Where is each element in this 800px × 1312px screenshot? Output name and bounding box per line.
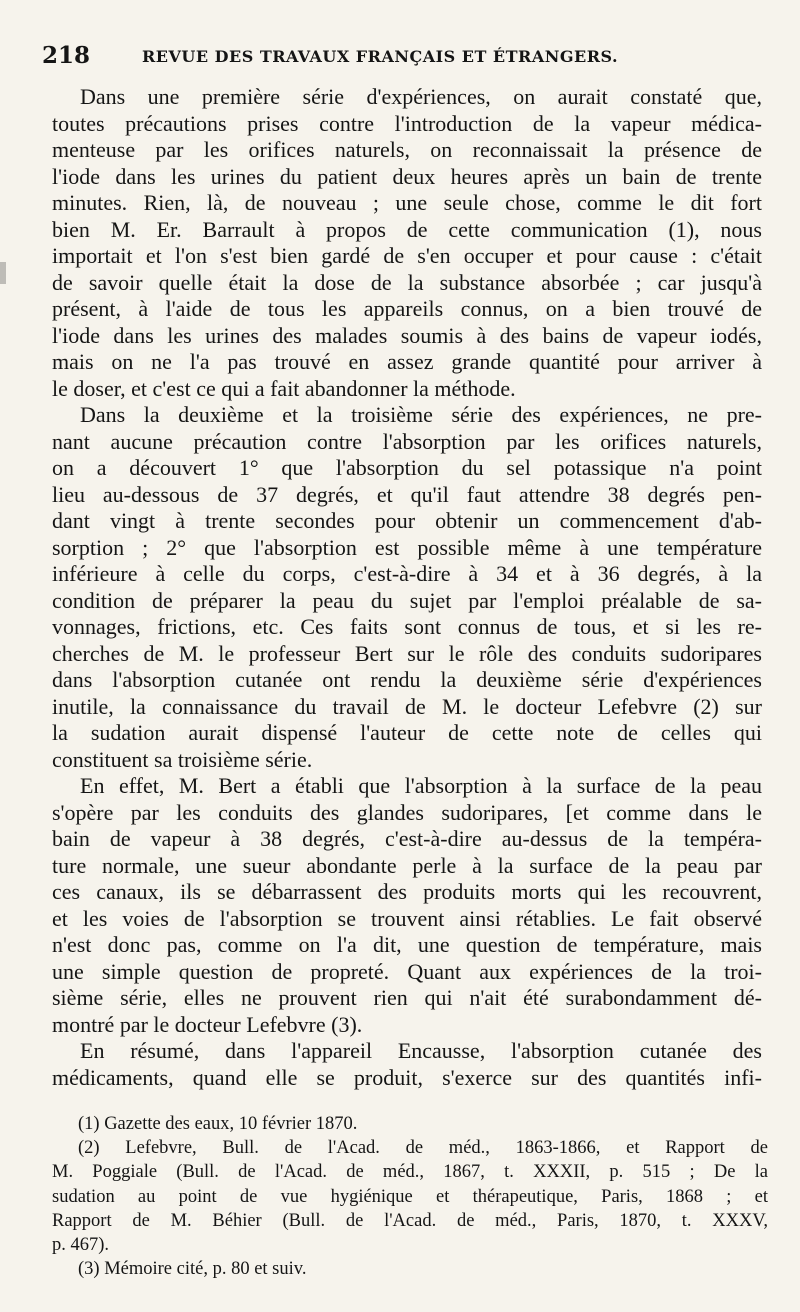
text-line: le doser, et c'est ce qui a fait abandonner la méthode. [52,375,516,401]
text-line: l'iode dans les urines du patient deux heures après un bain de trente [52,163,762,189]
footnote-line: (2) Lefebvre, Bull. de l'Acad. de méd., 1863-1866, et Rapport de [78,1138,768,1159]
text-line: et les voies de l'absorption se trouvent ainsi rétablies. Le fait observé [52,905,762,931]
text-line: Dans une première série d'expériences, on aurait constaté que, [80,84,762,109]
footnote-line: sudation au point de vue hygiénique et thérapeutique, Paris, 1868 ; et [52,1186,768,1207]
footnotes [52,1112,768,1281]
text-line: inutile, la connaissance du travail de M. le docteur Lefebvre (2) sur [52,693,762,719]
body-text [52,84,762,1091]
footnote-line: (3) Mémoire cité, p. 80 et suiv. [78,1259,307,1280]
text-line: bien M. Er. Barrault à propos de cette communication (1), nous [52,216,762,242]
text-line: n'est donc pas, comme on l'a dit, une question de température, mais [52,932,762,957]
text-line: inférieure à celle du corps, c'est-à-dire à 34 et à 36 degrés, à la [52,561,762,586]
text-line: sième série, elles ne prouvent rien qui n'ait été surabondamment dé- [52,985,762,1010]
text-line: montré par le docteur Lefebvre (3). [52,1011,363,1037]
text-line: de savoir quelle était la dose de la substance absorbée ; car jusqu'à [52,269,762,295]
footnote-line: M. Poggiale (Bull. de l'Acad. de méd., 1867, t. XXXII, p. 515 ; De la [52,1162,768,1183]
page-header [42,40,762,72]
text-line: En résumé, dans l'appareil Encausse, l'absorption cutanée des [80,1038,762,1063]
text-line: une simple question de propreté. Quant aux expériences de la troi- [52,958,762,984]
page-number: 218 [42,42,91,69]
text-line: la sudation aurait dispensé l'auteur de cette note de celles qui [52,720,762,745]
text-line: En effet, M. Bert a établi que l'absorption à la surface de la peau [80,773,762,798]
text-line: l'iode dans les urines des malades soumis à des bains de vapeur iodés, [52,322,762,348]
text-line: dant vingt à trente secondes pour obtenir un commencement d'ab- [52,508,762,533]
text-line: lieu au-dessous de 37 degrés, et qu'il faut attendre 38 degrés pen- [52,481,762,507]
text-line: bain de vapeur à 38 degrés, c'est-à-dire au-dessus de la tempéra- [52,826,762,851]
text-line: minutes. Rien, là, de nouveau ; une seule chose, comme le dit fort [52,190,762,215]
text-line: présent, à l'aide de tous les appareils connus, on a bien trouvé de [52,296,762,321]
text-line: toutes précautions prises contre l'introduction de la vapeur médica- [52,110,762,136]
running-title: REVUE DES TRAVAUX FRANÇAIS ET ÉTRANGERS. [142,47,619,66]
text-line: importait et l'on s'est bien gardé de s'en occuper et pour cause : c'était [52,243,762,268]
text-line: nant aucune précaution contre l'absorption par les orifices naturels, [52,428,762,454]
text-line: médicaments, quand elle se produit, s'exerce sur des quantités infi- [52,1064,762,1090]
text-line: dans l'absorption cutanée ont rendu la deuxième série d'expériences [52,667,762,692]
text-line: ces canaux, ils se débarrassent des produits morts qui les recouvrent, [52,879,762,904]
footnote-line: p. 467). [52,1234,110,1255]
text-line: constituent sa troisième série. [52,746,313,772]
text-line: cherches de M. le professeur Bert sur le rôle des conduits sudoripares [52,640,762,666]
text-line: condition de préparer la peau du sujet par l'emploi préalable de sa- [52,587,762,613]
text-line: ture normale, une sueur abondante perle à la surface de la peau par [52,852,762,878]
text-line: s'opère par les conduits des glandes sudoripares, [et comme dans le [52,799,762,825]
text-line: sorption ; 2° que l'absorption est possible même à une température [52,534,762,560]
footnote-line: (1) Gazette des eaux, 10 février 1870. [78,1114,358,1134]
text-line: menteuse par les orifices naturels, on reconnaissait la présence de [52,137,762,162]
text-line: mais on ne l'a pas trouvé en assez grande quantité pour arriver à [52,349,762,374]
text-line: Dans la deuxième et la troisième série des expériences, ne pre- [80,402,762,427]
footnote-line: Rapport de M. Béhier (Bull. de l'Acad. de méd., Paris, 1870, t. XXXV, [52,1210,768,1231]
page-mark [0,262,6,284]
text-line: on a découvert 1° que l'absorption du sel potassique n'a point [52,455,762,480]
text-line: vonnages, frictions, etc. Ces faits sont connus de tous, et si les re- [52,614,762,639]
